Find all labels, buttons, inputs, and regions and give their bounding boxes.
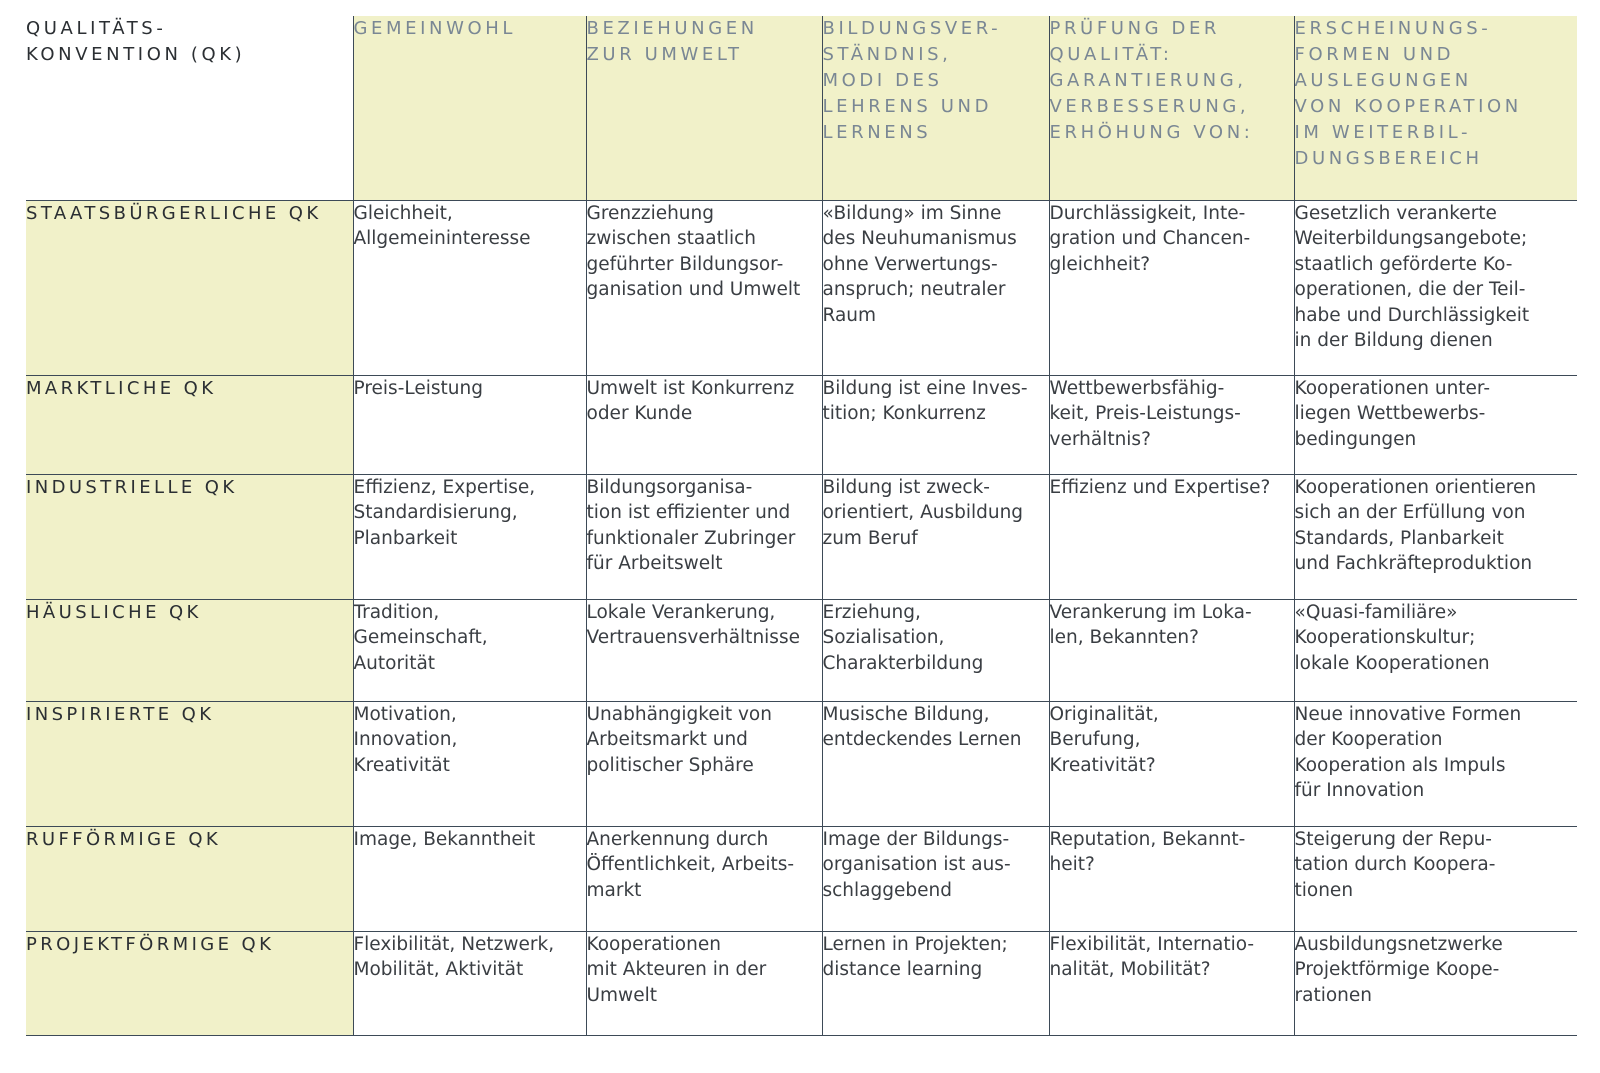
table-cell: Steigerung der Repu- tation durch Koopera- tionen bbox=[1294, 826, 1577, 931]
row-header: PROJEKTFÖRMIGE QK bbox=[26, 931, 353, 1035]
table-cell: Unabhängigkeit von Arbeitsmarkt und politischer Sphäre bbox=[586, 701, 822, 826]
table-cell: «Bildung» im Sinne des Neuhumanismus ohne Verwertungs- anspruch; neutraler Raum bbox=[822, 200, 1049, 375]
row-header: HÄUSLICHE QK bbox=[26, 599, 353, 701]
table-cell: Neue innovative Formen der Kooperation Kooperation als Impuls für Innovation bbox=[1294, 701, 1577, 826]
table-cell: Kooperationen unter- liegen Wettbewerbs- bedingungen bbox=[1294, 375, 1577, 474]
table-cell: Image, Bekanntheit bbox=[353, 826, 586, 931]
column-header-bildungsverstaendnis: BILDUNGSVER- STÄNDNIS, MODI DES LEHRENS UND LERNENS bbox=[822, 16, 1049, 200]
table-row bbox=[26, 701, 1577, 826]
table-cell: Grenzziehung zwischen staatlich geführter Bildungsor- ganisation und Umwelt bbox=[586, 200, 822, 375]
table-row bbox=[26, 200, 1577, 375]
table-cell: Musische Bildung, entdeckendes Lernen bbox=[822, 701, 1049, 826]
table-cell: Anerkennung durch Öffentlichkeit, Arbeits- markt bbox=[586, 826, 822, 931]
table-cell: Preis-Leistung bbox=[353, 375, 586, 474]
row-header: STAATSBÜRGERLICHE QK bbox=[26, 200, 353, 375]
table-cell: Kooperationen orientieren sich an der Erfüllung von Standards, Planbarkeit und Fachkräfteproduktion bbox=[1294, 474, 1577, 599]
table-cell: Durchlässigkeit, Inte- gration und Chancen- gleichheit? bbox=[1049, 200, 1294, 375]
table-cell: Tradition, Gemeinschaft, Autorität bbox=[353, 599, 586, 701]
row-header: INDUSTRIELLE QK bbox=[26, 474, 353, 599]
table-row bbox=[26, 826, 1577, 931]
table-row bbox=[26, 599, 1577, 701]
table-cell: Reputation, Bekannt- heit? bbox=[1049, 826, 1294, 931]
header-row bbox=[26, 16, 1577, 200]
qk-table bbox=[26, 16, 1577, 1036]
row-header: INSPIRIERTE QK bbox=[26, 701, 353, 826]
table-cell: Erziehung, Sozialisation, Charakterbildung bbox=[822, 599, 1049, 701]
table-cell: Umwelt ist Konkurrenz oder Kunde bbox=[586, 375, 822, 474]
table-row bbox=[26, 474, 1577, 599]
corner-header: QUALITÄTS- KONVENTION (QK) bbox=[26, 16, 353, 200]
table-cell: Image der Bildungs- organisation ist aus- schlaggebend bbox=[822, 826, 1049, 931]
table-cell: Flexibilität, Internatio- nalität, Mobilität? bbox=[1049, 931, 1294, 1035]
column-header-erscheinungsformen: ERSCHEINUNGS- FORMEN UND AUSLEGUNGEN VON KOOPERATION IM WEITERBIL- DUNGSBEREICH bbox=[1294, 16, 1577, 200]
table-cell: Kooperationen mit Akteuren in der Umwelt bbox=[586, 931, 822, 1035]
table-cell: Effizienz, Expertise, Standardisierung, Planbarkeit bbox=[353, 474, 586, 599]
column-header-pruefung-qualitaet: PRÜFUNG DER QUALITÄT: GARANTIERUNG, VERBESSERUNG, ERHÖHUNG VON: bbox=[1049, 16, 1294, 200]
column-header-beziehungen-umwelt: BEZIEHUNGEN ZUR UMWELT bbox=[586, 16, 822, 200]
row-header: RUFFÖRMIGE QK bbox=[26, 826, 353, 931]
table-cell: Originalität, Berufung, Kreativität? bbox=[1049, 701, 1294, 826]
table-cell: Effizienz und Expertise? bbox=[1049, 474, 1294, 599]
table-row bbox=[26, 931, 1577, 1035]
table-cell: Motivation, Innovation, Kreativität bbox=[353, 701, 586, 826]
table-cell: Bildung ist eine Inves- tition; Konkurrenz bbox=[822, 375, 1049, 474]
table-cell: «Quasi-familiäre» Kooperationskultur; lokale Kooperationen bbox=[1294, 599, 1577, 701]
row-header: MARKTLICHE QK bbox=[26, 375, 353, 474]
table-row bbox=[26, 375, 1577, 474]
table-cell: Bildungsorganisa- tion ist effizienter und funktionaler Zubringer für Arbeitswelt bbox=[586, 474, 822, 599]
table-cell: Ausbildungsnetzwerke Projektförmige Koope- rationen bbox=[1294, 931, 1577, 1035]
table-cell: Verankerung im Loka- len, Bekannten? bbox=[1049, 599, 1294, 701]
column-header-gemeinwohl: GEMEINWOHL bbox=[353, 16, 586, 200]
table-cell: Lokale Verankerung, Vertrauensverhältnisse bbox=[586, 599, 822, 701]
table-cell: Gesetzlich verankerte Weiterbildungsangebote; staatlich geförderte Ko- operationen, die der Teil- habe und Durchlässigkeit in der Bildung dienen bbox=[1294, 200, 1577, 375]
table-cell: Gleichheit, Allgemeininteresse bbox=[353, 200, 586, 375]
table-cell: Wettbewerbsfähig- keit, Preis-Leistungs- verhältnis? bbox=[1049, 375, 1294, 474]
table-cell: Lernen in Projekten; distance learning bbox=[822, 931, 1049, 1035]
table-cell: Flexibilität, Netzwerk, Mobilität, Aktivität bbox=[353, 931, 586, 1035]
table-cell: Bildung ist zweck- orientiert, Ausbildung zum Beruf bbox=[822, 474, 1049, 599]
